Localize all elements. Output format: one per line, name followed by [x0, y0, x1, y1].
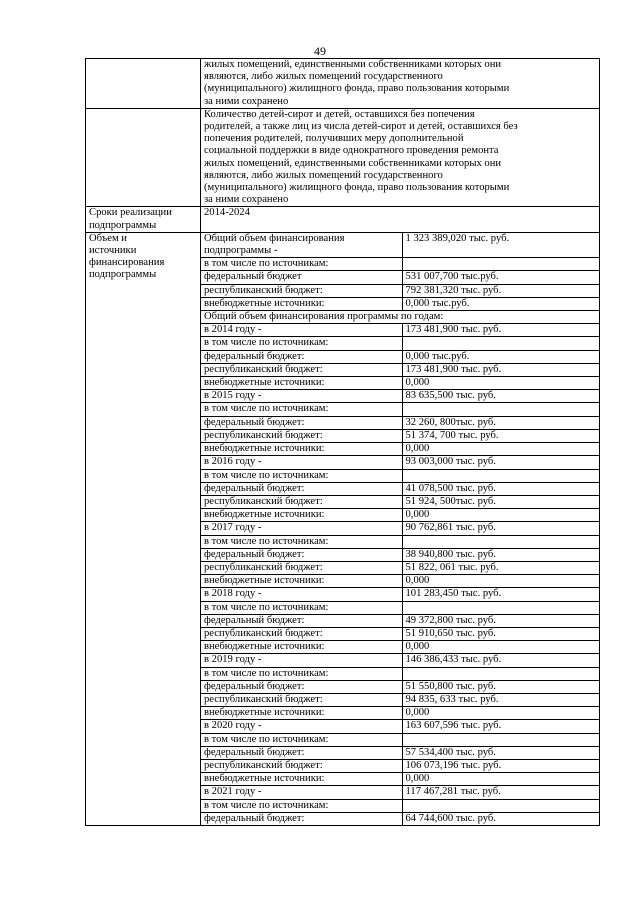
funding-row — [201, 482, 599, 495]
funding-value: 117 467,281 тыс. руб. — [402, 786, 599, 799]
funding-label: федеральный бюджет: — [201, 548, 402, 561]
funding-value: 531 007,700 тыс.руб. — [402, 271, 599, 284]
funding-value: 1 323 389,020 тыс. руб. — [402, 233, 599, 258]
funding-row — [201, 324, 599, 337]
funding-label: в 2021 году - — [201, 786, 402, 799]
funding-value: 0,000 — [402, 443, 599, 456]
funding-label: республиканский бюджет: — [201, 627, 402, 640]
funding-row — [201, 350, 599, 363]
funding-row — [201, 258, 599, 271]
funding-value: 64 744,600 тыс. руб. — [402, 812, 599, 825]
empty-cell — [86, 59, 201, 109]
funding-label: федеральный бюджет: — [201, 680, 402, 693]
funding-row — [201, 416, 599, 429]
funding-row — [201, 390, 599, 403]
funding-row — [201, 588, 599, 601]
funding-row — [201, 284, 599, 297]
funding-value: 792 381,320 тыс. руб. — [402, 284, 599, 297]
period-value: 2014-2024 — [201, 207, 600, 232]
funding-value: 0,000 — [402, 377, 599, 390]
funding-value: 173 481,900 тыс. руб. — [402, 363, 599, 376]
funding-row — [201, 707, 599, 720]
funding-label: Объем и источники финансирования подпрограммы — [86, 232, 201, 825]
funding-row — [201, 680, 599, 693]
funding-value: 49 372,800 тыс. руб. — [402, 614, 599, 627]
funding-value — [402, 403, 599, 416]
funding-label: в 2017 году - — [201, 522, 402, 535]
funding-value — [402, 667, 599, 680]
funding-row — [201, 575, 599, 588]
funding-row — [201, 429, 599, 442]
funding-label: в том числе по источникам: — [201, 337, 402, 350]
funding-value: 51 822, 061 тыс. руб. — [402, 561, 599, 574]
funding-value: 0,000 тыс.руб. — [402, 297, 599, 310]
funding-value — [402, 601, 599, 614]
funding-value: 173 481,900 тыс. руб. — [402, 324, 599, 337]
continuation-text — [201, 59, 600, 109]
funding-row — [201, 469, 599, 482]
funding-row — [201, 812, 599, 825]
continuation-paragraph: жилых помещений, единственными собственниками которых они являются, либо жилых помещений государственного (муниципального) жилищного фонда, право пользования которыми за ними сохранено — [204, 59, 510, 107]
funding-label: республиканский бюджет: — [201, 495, 402, 508]
funding-value — [402, 337, 599, 350]
funding-value: 163 607,596 тыс. руб. — [402, 720, 599, 733]
funding-value — [402, 535, 599, 548]
funding-row — [201, 311, 599, 324]
funding-value: 41 078,500 тыс. руб. — [402, 482, 599, 495]
indicator-paragraph: Количество детей-сирот и детей, оставшихся без попечения родителей, а также лиц из числа детей-сирот и детей, оставшихся без попечения родителей, получивших меру дополнительной социальной поддержки в виде однократного проведения ремонта жилых помещений, единственными собственниками которых они являются, либо жилых помещений государственного (муниципального) жилищного фонда, право пользования которыми за ними сохранено — [204, 108, 518, 206]
funding-row — [201, 667, 599, 680]
empty-cell — [86, 108, 201, 207]
funding-section-heading: Общий объем финансирования программы по годам: — [201, 311, 599, 324]
funding-value: 0,000 — [402, 641, 599, 654]
funding-label: республиканский бюджет: — [201, 759, 402, 772]
table-row — [86, 59, 600, 109]
funding-value: 51 374, 700 тыс. руб. — [402, 429, 599, 442]
funding-label: Общий объем финансирования подпрограммы - — [201, 233, 402, 258]
funding-label: внебюджетные источники: — [201, 443, 402, 456]
funding-row — [201, 233, 599, 258]
funding-label: федеральный бюджет — [201, 271, 402, 284]
indicator-text — [201, 108, 600, 207]
funding-label: республиканский бюджет: — [201, 693, 402, 706]
funding-row — [201, 456, 599, 469]
funding-label: внебюджетные источники: — [201, 707, 402, 720]
funding-label: внебюджетные источники: — [201, 509, 402, 522]
funding-row — [201, 759, 599, 772]
funding-value — [402, 733, 599, 746]
funding-value: 57 534,400 тыс. руб. — [402, 746, 599, 759]
funding-label: в 2014 году - — [201, 324, 402, 337]
funding-row — [201, 271, 599, 284]
funding-value: 90 762,861 тыс. руб. — [402, 522, 599, 535]
funding-row — [201, 548, 599, 561]
funding-label: в том числе по источникам: — [201, 535, 402, 548]
funding-row — [201, 773, 599, 786]
funding-value: 51 910,650 тыс. руб. — [402, 627, 599, 640]
funding-row — [201, 297, 599, 310]
funding-value: 101 283,450 тыс. руб. — [402, 588, 599, 601]
funding-label: республиканский бюджет: — [201, 363, 402, 376]
period-label: Сроки реализации подпрограммы — [86, 207, 201, 232]
funding-label: внебюджетные источники: — [201, 377, 402, 390]
funding-value: 94 835, 633 тыс. руб. — [402, 693, 599, 706]
funding-row — [201, 561, 599, 574]
funding-row — [201, 720, 599, 733]
funding-label: внебюджетные источники: — [201, 575, 402, 588]
funding-row — [201, 522, 599, 535]
funding-row — [201, 799, 599, 812]
funding-row — [201, 733, 599, 746]
funding-label: федеральный бюджет: — [201, 746, 402, 759]
funding-row — [201, 641, 599, 654]
table-row — [86, 207, 600, 232]
funding-row — [201, 495, 599, 508]
funding-row — [201, 693, 599, 706]
funding-row — [201, 601, 599, 614]
funding-label: республиканский бюджет: — [201, 284, 402, 297]
funding-label: в том числе по источникам: — [201, 601, 402, 614]
funding-value: 0,000 — [402, 707, 599, 720]
funding-label: в том числе по источникам: — [201, 403, 402, 416]
funding-value — [402, 799, 599, 812]
funding-value: 51 550,800 тыс. руб. — [402, 680, 599, 693]
funding-value: 83 635,500 тыс. руб. — [402, 390, 599, 403]
funding-value: 146 386,433 тыс. руб. — [402, 654, 599, 667]
funding-value: 93 003,000 тыс. руб. — [402, 456, 599, 469]
funding-label: в том числе по источникам: — [201, 733, 402, 746]
funding-label: внебюджетные источники: — [201, 297, 402, 310]
funding-label: в 2020 году - — [201, 720, 402, 733]
funding-row — [201, 403, 599, 416]
funding-cell — [201, 232, 600, 825]
funding-value: 51 924, 500тыс. руб. — [402, 495, 599, 508]
funding-label: федеральный бюджет: — [201, 350, 402, 363]
table-row — [86, 232, 600, 825]
funding-row — [201, 627, 599, 640]
funding-label: в 2018 году - — [201, 588, 402, 601]
funding-row — [201, 614, 599, 627]
funding-table — [201, 233, 599, 825]
funding-label: в том числе по источникам: — [201, 799, 402, 812]
funding-row — [201, 786, 599, 799]
funding-label: республиканский бюджет: — [201, 561, 402, 574]
funding-label: внебюджетные источники: — [201, 773, 402, 786]
table-row — [86, 108, 600, 207]
funding-row — [201, 443, 599, 456]
subprogram-passport-table — [85, 58, 600, 826]
funding-row — [201, 535, 599, 548]
funding-label: федеральный бюджет: — [201, 614, 402, 627]
funding-label: в 2019 году - — [201, 654, 402, 667]
funding-row — [201, 509, 599, 522]
funding-row — [201, 363, 599, 376]
funding-label: в том числе по источникам: — [201, 667, 402, 680]
funding-label: в том числе по источникам: — [201, 469, 402, 482]
funding-value: 0,000 — [402, 773, 599, 786]
funding-value: 38 940,800 тыс. руб. — [402, 548, 599, 561]
funding-label: в 2015 году - — [201, 390, 402, 403]
funding-value: 32 260, 800тыс. руб. — [402, 416, 599, 429]
funding-label: в 2016 году - — [201, 456, 402, 469]
funding-row — [201, 337, 599, 350]
funding-value — [402, 258, 599, 271]
funding-value: 106 073,196 тыс. руб. — [402, 759, 599, 772]
funding-value: 0,000 тыс.руб. — [402, 350, 599, 363]
funding-row — [201, 377, 599, 390]
funding-label: в том числе по источникам: — [201, 258, 402, 271]
funding-row — [201, 746, 599, 759]
funding-row — [201, 654, 599, 667]
funding-label: федеральный бюджет: — [201, 812, 402, 825]
funding-value: 0,000 — [402, 575, 599, 588]
funding-value — [402, 469, 599, 482]
funding-label: федеральный бюджет: — [201, 482, 402, 495]
funding-label: внебюджетные источники: — [201, 641, 402, 654]
funding-label: федеральный бюджет: — [201, 416, 402, 429]
funding-label: республиканский бюджет: — [201, 429, 402, 442]
page-number: 49 — [314, 44, 326, 58]
funding-value: 0,000 — [402, 509, 599, 522]
